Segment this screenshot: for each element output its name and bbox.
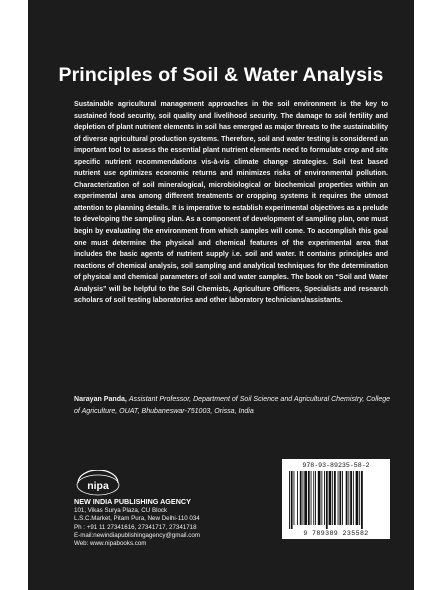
publisher-name: NEW INDIA PUBLISHING AGENCY	[74, 497, 191, 506]
publisher-web: Web: www.nipabooks.com	[74, 540, 147, 548]
book-description: Sustainable agricultural management approaches in the soil environment is the key to sustained food security, soil quality and livelihood security. The damage to soil fertility and depletion of plant nutrient elements in soil has emerged as major threats to the sustainability of diverse agricultural production systems. Therefore, soil and water testing is considered an important tool to assess the essential plant nutrient elements need to formulate crop and site specific nutrient recommendations vis-à-vis climate change strategies. Soil test based nutrient use optimizes economic returns and minimizes risks of environmental pollution. Characterization of soil mineralogical, microbiological or biochemical properties within an experimental area among different treatments or cropping systems it requires the utmost attention to planning details. It is imperative to establish experimental objectives as a prelude to developing the sampling plan. As a component of development of sampling plan, one must begin by evaluating the environment from which samples will come. To accomplish this goal one must determine the physical and chemical features of the experimental area that includes the basic agents of nutrient supply i.e. soil and water. It contains principles and reactions of chemical analysis, soil sampling and analytical techniques for the determination of physical and chemical parameters of soil and water samples. The book on “Soil and Water Analysis” will be helpful to the Soil Chemists, Agriculture Officers, Specialists and research scholars of soil testing laboratories and other laboratory technicians/assistants.	[74, 101, 388, 305]
publisher-address-line: L.S.C.Market, Pitam Pura, New Delhi-110 034	[74, 515, 200, 523]
author-affiliation: Assistant Professor, Department of Soil Science and Agricultural Chemistry, College of Agriculture, OUAT, Bhubaneswar-751003, Orissa, India	[74, 396, 391, 415]
book-title: Principles of Soil & Water Analysis	[58, 64, 384, 86]
publisher-address-line: 101, Vikas Surya Plaza, CU Block	[74, 507, 168, 514]
publisher-email: E-mail:newindiapublishingagency@gmail.com	[74, 531, 200, 539]
barcode-bars	[287, 471, 385, 529]
barcode-icon	[282, 459, 390, 539]
publisher-block	[74, 497, 284, 548]
isbn-digits: 9 789389 235582	[303, 530, 369, 537]
publisher-phone: Ph : +91 11 27341616, 27341717, 27341718	[74, 523, 197, 531]
back-cover	[28, 0, 414, 590]
logo-text: nipa	[87, 480, 109, 492]
isbn-text: 978-93-89235-58-2	[302, 462, 370, 469]
author-info	[74, 394, 394, 417]
author-name: Narayan Panda,	[74, 396, 127, 403]
